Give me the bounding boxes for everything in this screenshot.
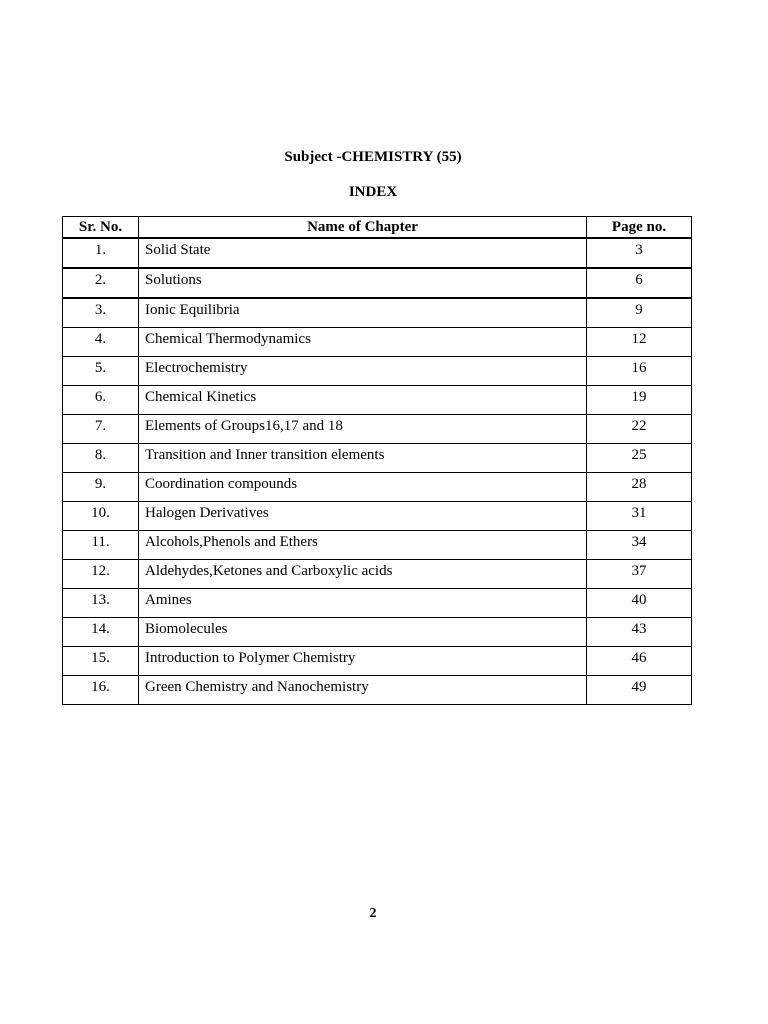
sr-no-cell: 2. bbox=[63, 268, 139, 298]
sr-no-cell: 6. bbox=[63, 386, 139, 415]
chapter-name-cell: Transition and Inner transition elements bbox=[139, 444, 587, 473]
table-body bbox=[63, 238, 692, 705]
chapter-name-cell: Halogen Derivatives bbox=[139, 502, 587, 531]
sr-no-cell: 13. bbox=[63, 589, 139, 618]
column-header-chapter-name: Name of Chapter bbox=[139, 217, 587, 239]
sr-no-cell: 16. bbox=[63, 676, 139, 705]
sr-no-cell: 8. bbox=[63, 444, 139, 473]
index-heading: INDEX bbox=[348, 184, 398, 200]
chapter-name-cell: Electrochemistry bbox=[139, 357, 587, 386]
table-row bbox=[63, 328, 692, 357]
table-row bbox=[63, 676, 692, 705]
chapter-name-cell: Solid State bbox=[139, 238, 587, 268]
table-row bbox=[63, 238, 692, 268]
table-row bbox=[63, 268, 692, 298]
sr-no-cell: 14. bbox=[63, 618, 139, 647]
table-row bbox=[63, 589, 692, 618]
index-table bbox=[62, 216, 692, 705]
page-no-cell: 19 bbox=[587, 386, 692, 415]
sr-no-cell: 5. bbox=[63, 357, 139, 386]
page-no-cell: 22 bbox=[587, 415, 692, 444]
table-row bbox=[63, 647, 692, 676]
chapter-name-cell: Aldehydes,Ketones and Carboxylic acids bbox=[139, 560, 587, 589]
subject-title: Subject -CHEMISTRY (55) bbox=[284, 149, 462, 165]
page-no-cell: 31 bbox=[587, 502, 692, 531]
table-row bbox=[63, 386, 692, 415]
table-row bbox=[63, 618, 692, 647]
chapter-name-cell: Ionic Equilibria bbox=[139, 298, 587, 328]
table-header-row bbox=[63, 217, 692, 239]
table-row bbox=[63, 298, 692, 328]
page-no-cell: 16 bbox=[587, 357, 692, 386]
page-no-cell: 37 bbox=[587, 560, 692, 589]
page-no-cell: 40 bbox=[587, 589, 692, 618]
sr-no-cell: 10. bbox=[63, 502, 139, 531]
table-row bbox=[63, 502, 692, 531]
chapter-name-cell: Biomolecules bbox=[139, 618, 587, 647]
chapter-name-cell: Alcohols,Phenols and Ethers bbox=[139, 531, 587, 560]
chapter-name-cell: Amines bbox=[139, 589, 587, 618]
page-no-cell: 12 bbox=[587, 328, 692, 357]
page-no-cell: 9 bbox=[587, 298, 692, 328]
chapter-name-cell: Elements of Groups16,17 and 18 bbox=[139, 415, 587, 444]
sr-no-cell: 11. bbox=[63, 531, 139, 560]
page-no-cell: 25 bbox=[587, 444, 692, 473]
sr-no-cell: 7. bbox=[63, 415, 139, 444]
sr-no-cell: 15. bbox=[63, 647, 139, 676]
sr-no-cell: 12. bbox=[63, 560, 139, 589]
chapter-name-cell: Chemical Kinetics bbox=[139, 386, 587, 415]
sr-no-cell: 9. bbox=[63, 473, 139, 502]
page-no-cell: 3 bbox=[587, 238, 692, 268]
chapter-name-cell: Green Chemistry and Nanochemistry bbox=[139, 676, 587, 705]
table-row bbox=[63, 415, 692, 444]
table-row bbox=[63, 473, 692, 502]
column-header-sr-no: Sr. No. bbox=[63, 217, 139, 239]
table-row bbox=[63, 531, 692, 560]
chapter-name-cell: Solutions bbox=[139, 268, 587, 298]
page-no-cell: 6 bbox=[587, 268, 692, 298]
page-number: 2 bbox=[369, 906, 377, 921]
page-no-cell: 43 bbox=[587, 618, 692, 647]
page-no-cell: 46 bbox=[587, 647, 692, 676]
sr-no-cell: 1. bbox=[63, 238, 139, 268]
column-header-page-no: Page no. bbox=[587, 217, 692, 239]
chapter-name-cell: Introduction to Polymer Chemistry bbox=[139, 647, 587, 676]
sr-no-cell: 3. bbox=[63, 298, 139, 328]
chapter-name-cell: Chemical Thermodynamics bbox=[139, 328, 587, 357]
table-row bbox=[63, 560, 692, 589]
page-no-cell: 34 bbox=[587, 531, 692, 560]
page-no-cell: 28 bbox=[587, 473, 692, 502]
sr-no-cell: 4. bbox=[63, 328, 139, 357]
page-no-cell: 49 bbox=[587, 676, 692, 705]
table-row bbox=[63, 444, 692, 473]
chapter-name-cell: Coordination compounds bbox=[139, 473, 587, 502]
table-row bbox=[63, 357, 692, 386]
